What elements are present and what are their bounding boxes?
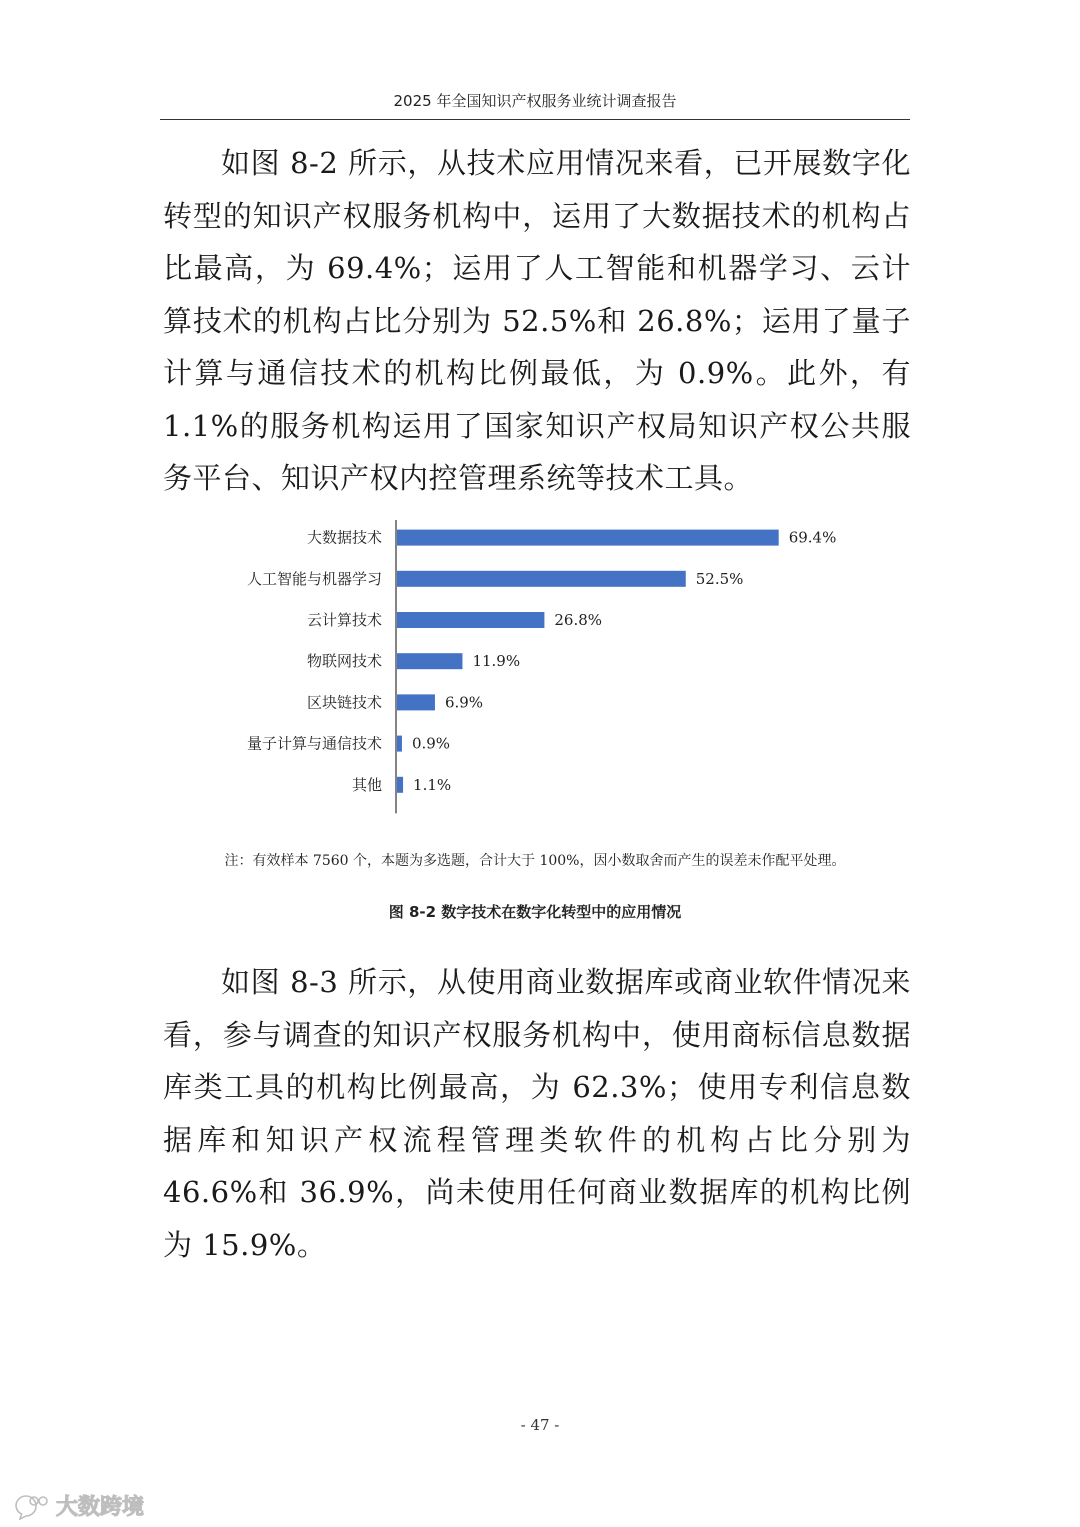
paragraph-2: 如图 8-3 所示，从使用商业数据库或商业软件情况来看，参与调查的知识产权服务机构中，使用商标信息数据库类工具的机构比例最高，为 62.3%；使用专利信息数据库和知识产权流程管理类软件的机构占比分别为 46.6%和 36.9%，尚未使用任何商业数据库的机构比例为 15.9%。 xyxy=(163,965,911,1262)
value-label: 11.9% xyxy=(472,652,521,671)
bar-chart xyxy=(160,515,910,815)
bar xyxy=(397,777,403,793)
category-label: 人工智能与机器学习 xyxy=(246,569,382,588)
category-label: 物联网技术 xyxy=(306,652,382,671)
category-label: 区块链技术 xyxy=(306,693,382,712)
watermark-text: 大数跨境 xyxy=(56,1495,145,1520)
chat-bubble-logo-icon xyxy=(12,1492,50,1520)
value-label: 6.9% xyxy=(444,693,484,712)
category-label: 大数据技术 xyxy=(306,528,382,547)
watermark xyxy=(12,1490,144,1521)
category-label: 量子计算与通信技术 xyxy=(246,734,382,753)
page-number: - 47 - xyxy=(520,1416,560,1434)
page-header: 2025 年全国知识产权服务业统计调查报告 xyxy=(393,92,677,110)
value-label: 0.9% xyxy=(411,734,451,753)
paragraph-1: 如图 8-2 所示，从技术应用情况来看，已开展数字化转型的知识产权服务机构中，运用了大数据技术的机构占比最高，为 69.4%；运用了人工智能和机器学习、云计算技术的机构占比分别为 52.5%和 26.8%；运用了量子计算与通信技术的机构比例最低，为 0.9%。此外，有 1.1%的服务机构运用了国家知识产权局知识产权公共服务平台、知识产权内控管理系统等技术工具。 xyxy=(163,146,911,495)
value-label: 69.4% xyxy=(788,528,837,547)
category-label: 云计算技术 xyxy=(306,611,382,629)
bar xyxy=(397,530,779,546)
bar-chart-svg xyxy=(160,515,910,815)
category-label: 其他 xyxy=(351,775,382,794)
bar xyxy=(397,653,462,669)
header-divider xyxy=(160,119,910,120)
bar xyxy=(397,571,686,587)
value-label: 52.5% xyxy=(695,569,744,588)
bar xyxy=(397,736,402,752)
value-label: 26.8% xyxy=(554,611,603,629)
figure-caption: 图 8-2 数字技术在数字化转型中的应用情况 xyxy=(388,903,682,921)
bar xyxy=(397,694,435,710)
figure-note: 注：有效样本 7560 个，本题为多选题，合计大于 100%，因小数取舍而产生的误差未作配平处理。 xyxy=(224,853,846,869)
bar xyxy=(397,612,544,628)
value-label: 1.1% xyxy=(413,775,452,794)
